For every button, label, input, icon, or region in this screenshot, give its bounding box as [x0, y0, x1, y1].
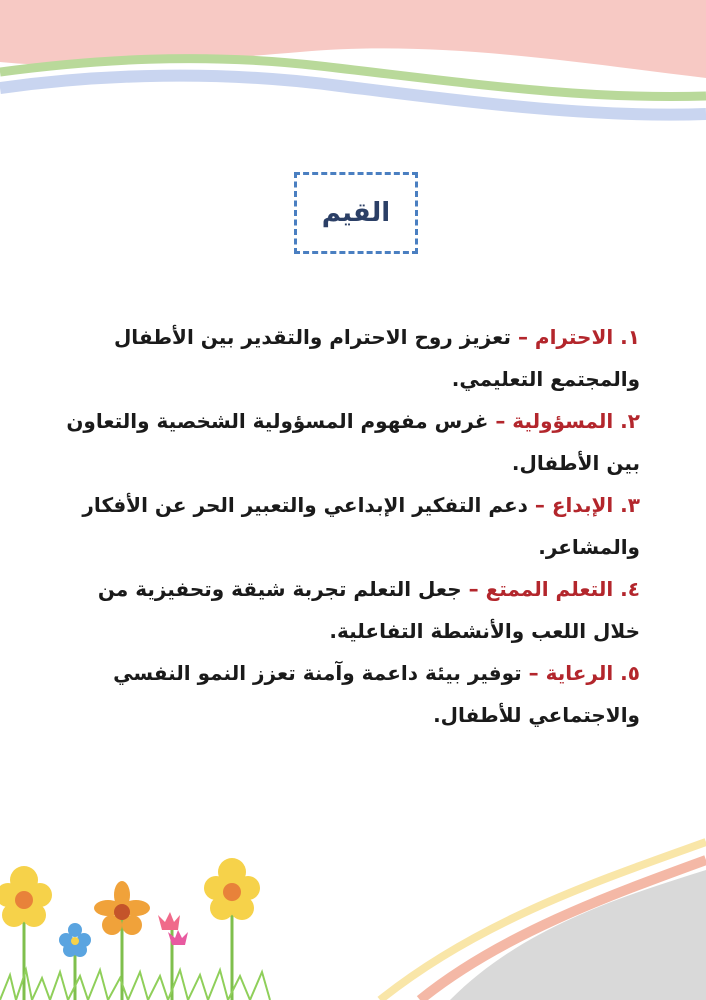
item-text: دعم التفكير الإبداعي والتعبير الحر عن الأفكار والمشاعر. [82, 493, 640, 559]
item-number: ٣. [620, 493, 640, 517]
item-number: ٥. [620, 661, 640, 685]
item-separator: – [534, 493, 545, 517]
item-term: الإبداع [551, 493, 614, 517]
list-item [60, 400, 640, 484]
top-wave-decoration [0, 0, 706, 140]
item-separator: – [528, 661, 539, 685]
item-term: المسؤولية [512, 409, 614, 433]
item-number: ٤. [620, 577, 640, 601]
title-frame [294, 172, 418, 254]
item-separator: – [468, 577, 479, 601]
item-separator: – [495, 409, 506, 433]
item-separator: – [517, 325, 528, 349]
item-number: ١. [620, 325, 640, 349]
list-item [60, 316, 640, 400]
item-number: ٢. [620, 409, 640, 433]
item-text: غرس مفهوم المسؤولية الشخصية والتعاون بين الأطفال. [66, 409, 640, 475]
item-text: تعزيز روح الاحترام والتقدير بين الأطفال والمجتمع التعليمي. [113, 325, 640, 391]
flower-yellow-left [0, 866, 52, 927]
list-item [60, 568, 640, 652]
item-term: الرعاية [545, 661, 614, 685]
values-list [60, 316, 640, 736]
item-term: الاحترام [534, 325, 614, 349]
list-item [60, 484, 640, 568]
item-term: التعلم الممتع [485, 577, 614, 601]
item-text: جعل التعلم تجربة شيقة وتحفيزية من خلال اللعب والأنشطة التفاعلية. [97, 577, 640, 643]
list-item [60, 652, 640, 736]
item-text: توفير بيئة داعمة وآمنة تعزز النمو النفسي والاجتماعي للأطفال. [113, 661, 640, 727]
page-title: القيم [321, 198, 391, 228]
